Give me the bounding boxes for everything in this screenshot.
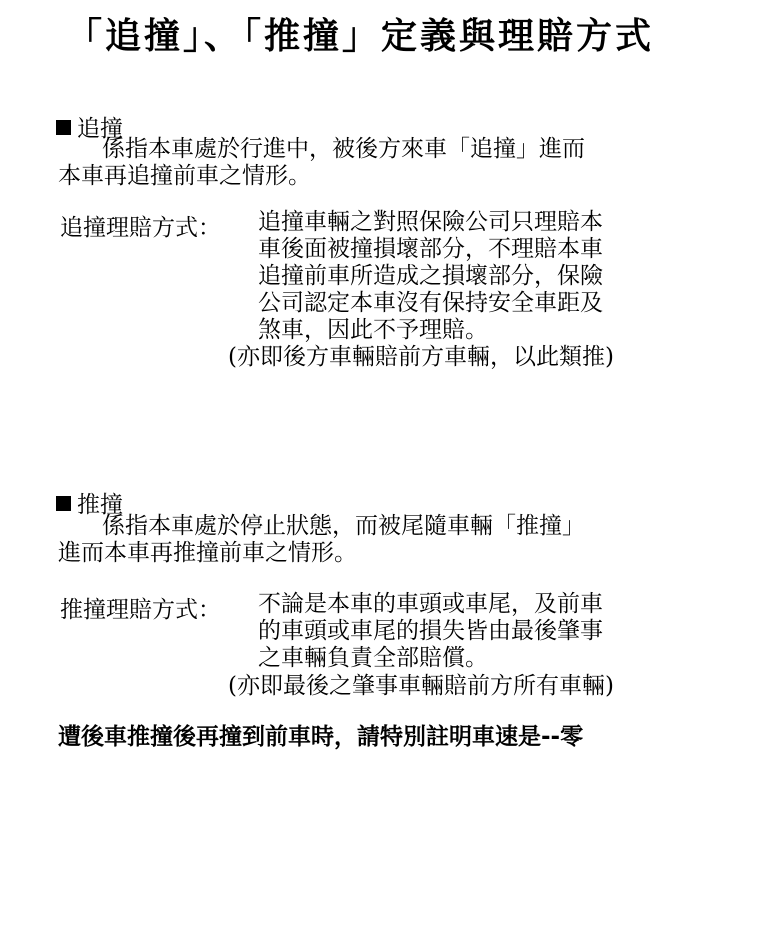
square-bullet-icon [56, 120, 71, 135]
claim-label-push: 推撞理賠方式： [60, 597, 221, 623]
claim-note-push: (亦即最後之肇事車輛賠前方所有車輛) [228, 673, 614, 699]
claim-line: 車後面被撞損壞部分，不理賠本車 [258, 236, 603, 262]
section-heading-label: 推撞 [77, 492, 123, 518]
claim-line: 煞車，因此不予理賠。 [258, 317, 488, 343]
claim-text-push [258, 591, 603, 672]
footer-note: 遭後車推撞後再撞到前車時，請特別註明車速是--零 [58, 724, 584, 750]
definition-line: 進而本車再推撞前車之情形。 [58, 540, 357, 566]
section-heading-label: 追撞 [77, 116, 123, 142]
claim-line: 不論是本車的車頭或車尾，及前車 [258, 591, 603, 617]
claim-text-rear-end [258, 209, 603, 344]
square-bullet-icon [56, 496, 71, 511]
definition-line: 本車再追撞前車之情形。 [58, 163, 311, 189]
definition-line: 係指本車處於停止狀態，而被尾隨車輛「推撞」 [102, 513, 585, 539]
definition-rear-end [58, 136, 698, 190]
claim-note-rear-end: (亦即後方車輛賠前方車輛，以此類推) [228, 344, 614, 370]
claim-line: 追撞車輛之對照保險公司只理賠本 [258, 209, 603, 235]
claim-line: 之車輛負責全部賠償。 [258, 645, 488, 671]
definition-push [58, 513, 698, 567]
claim-line: 公司認定本車沒有保持安全車距及 [258, 290, 603, 316]
page-title: 「追撞」、「推撞」定義與理賠方式 [66, 16, 655, 57]
claim-label-rear-end: 追撞理賠方式： [60, 215, 221, 241]
definition-line: 係指本車處於行進中，被後方來車「追撞」進而 [102, 136, 585, 162]
claim-line: 的車頭或車尾的損失皆由最後肇事 [258, 618, 603, 644]
claim-line: 追撞前車所造成之損壞部分，保險 [258, 263, 603, 289]
